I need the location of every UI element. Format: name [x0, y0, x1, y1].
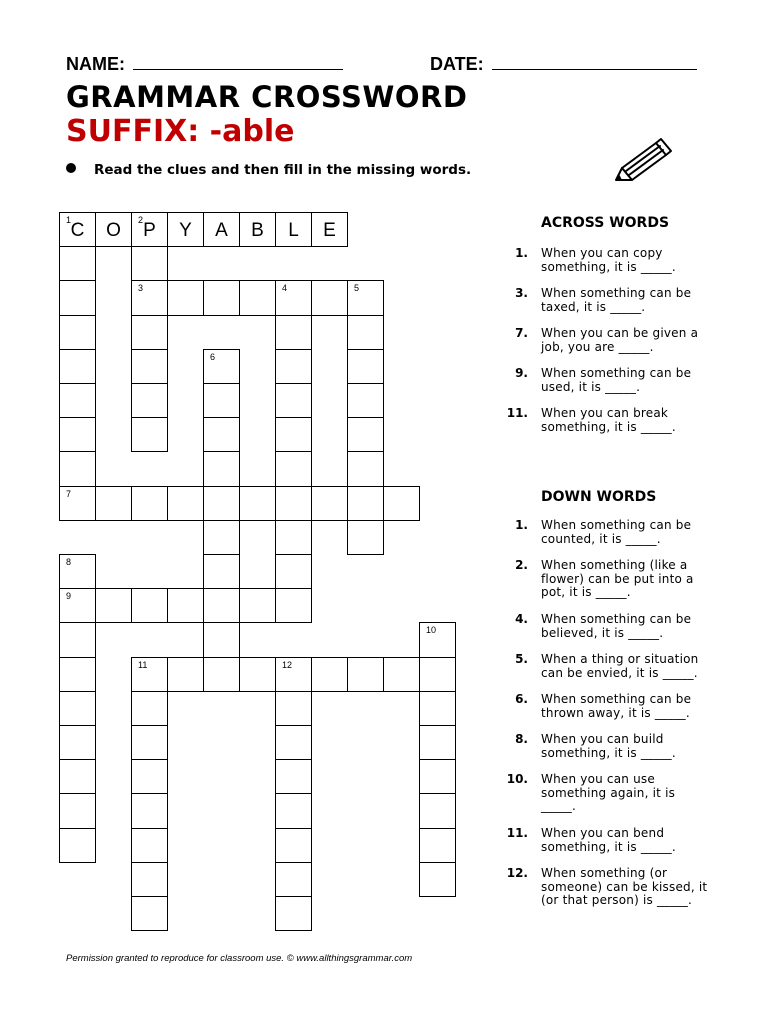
grid-cell[interactable] [131, 862, 168, 897]
cell-letter: C [70, 220, 85, 241]
clue-num: 11. [506, 826, 528, 840]
grid-cell[interactable] [239, 280, 276, 315]
grid-cell[interactable] [95, 486, 132, 521]
grid-cell[interactable] [419, 657, 456, 692]
grid-cell[interactable] [419, 793, 456, 828]
clue-number: 12 [282, 659, 293, 670]
grid-cell[interactable] [419, 691, 456, 726]
grid-cell[interactable] [203, 451, 240, 486]
cell-letter: Y [179, 220, 192, 241]
grid-cell[interactable] [167, 588, 204, 623]
grid-cell[interactable] [167, 657, 204, 692]
grid-cell[interactable] [203, 657, 240, 692]
clue-num: 10. [506, 772, 528, 786]
grid-cell[interactable] [95, 212, 132, 247]
grid-cell[interactable] [347, 280, 384, 315]
grid-cell[interactable] [167, 280, 204, 315]
clue-text: When something can be counted, it is _____. [541, 518, 692, 546]
clue-num: 9. [515, 366, 528, 380]
grid-cell[interactable] [203, 383, 240, 418]
clue-text: When something (or someone) can be kissed, it (or that person) is _____. [541, 866, 708, 907]
clue-number: 8 [66, 557, 72, 567]
across-heading: ACROSS WORDS [541, 215, 670, 231]
grid-cell[interactable] [275, 520, 312, 555]
grid-cell[interactable] [131, 793, 168, 828]
grid-cell[interactable] [203, 622, 240, 657]
clue-text: When you can be given a job, you are _____. [541, 326, 699, 354]
grid-cell[interactable] [419, 828, 456, 863]
grid-cell[interactable] [203, 280, 240, 315]
page-subtitle: SUFFIX: -able [66, 114, 295, 149]
grid-cell[interactable] [131, 828, 168, 863]
page-title: GRAMMAR CROSSWORD [66, 80, 468, 114]
grid-cell[interactable] [383, 657, 420, 692]
grid-cell[interactable] [131, 657, 168, 692]
clue-text: When something can be thrown away, it is _____. [541, 692, 692, 720]
grid-cell[interactable] [131, 691, 168, 726]
clue-number: 9 [66, 591, 72, 602]
grid-cell[interactable] [59, 212, 96, 247]
grid-cell[interactable] [275, 280, 312, 315]
cell-letter: L [288, 220, 299, 241]
grid-cell[interactable] [275, 383, 312, 418]
clue-text: When you can break something, it is _____. [541, 406, 676, 434]
clue-num: 11. [506, 406, 528, 420]
grid-cell[interactable] [203, 520, 240, 555]
grid-cell[interactable] [275, 212, 312, 247]
clue-text: When you can copy something, it is _____. [541, 246, 676, 274]
grid-cell[interactable] [239, 588, 276, 623]
grid-cell[interactable] [203, 554, 240, 589]
clue-text: When something can be used, it is _____. [541, 366, 692, 394]
grid-cell[interactable] [239, 212, 276, 247]
clue-number: 4 [282, 283, 288, 294]
grid-cell[interactable] [383, 486, 420, 521]
grid-cell[interactable] [59, 759, 96, 794]
grid-cell[interactable] [275, 417, 312, 452]
down-heading: DOWN WORDS [541, 489, 657, 505]
grid-cell[interactable] [131, 246, 168, 281]
grid-cell[interactable] [131, 212, 168, 247]
cell-letter: E [323, 220, 336, 241]
grid-cell[interactable] [275, 759, 312, 794]
grid-cell[interactable] [239, 657, 276, 692]
grid-cell[interactable] [167, 212, 204, 247]
grid-cell[interactable] [275, 725, 312, 760]
clue-number: 3 [138, 283, 144, 294]
clue-num: 5. [515, 652, 528, 666]
clue-num: 1. [515, 246, 528, 260]
grid-cell[interactable] [59, 486, 96, 521]
clue-num: 3. [515, 286, 528, 300]
grid-cell[interactable] [347, 383, 384, 418]
grid-cell[interactable] [347, 417, 384, 452]
grid-cell[interactable] [347, 451, 384, 486]
grid-cell[interactable] [131, 588, 168, 623]
cell-letter: B [251, 220, 264, 241]
grid-cell[interactable] [59, 451, 96, 486]
grid-cell[interactable] [59, 417, 96, 452]
date-label: DATE: [430, 54, 484, 74]
grid-cell[interactable] [131, 486, 168, 521]
grid-cell[interactable] [203, 588, 240, 623]
grid-cell[interactable] [347, 486, 384, 521]
clue-number: 5 [354, 283, 360, 294]
grid-cell[interactable] [59, 588, 96, 623]
grid-cell[interactable] [275, 828, 312, 863]
grid-cell[interactable] [131, 896, 168, 931]
grid-cell[interactable] [275, 588, 312, 623]
grid-cell[interactable] [59, 725, 96, 760]
clue-number: 6 [210, 351, 216, 362]
grid-cell[interactable] [347, 657, 384, 692]
grid-cell[interactable] [59, 246, 96, 281]
grid-cell[interactable] [167, 486, 204, 521]
grid-cell[interactable] [275, 349, 312, 384]
grid-cell[interactable] [275, 554, 312, 589]
grid-cell[interactable] [59, 828, 96, 863]
clue-text: When you can build something, it is _____. [541, 732, 676, 760]
grid-cell[interactable] [347, 349, 384, 384]
grid-cell[interactable] [59, 554, 96, 589]
grid-cell[interactable] [347, 520, 384, 555]
clue-text: When something (like a flower) can be put into a pot, it is _____. [541, 558, 694, 599]
grid-cell[interactable] [311, 657, 348, 692]
clue-number: 2 [138, 215, 144, 225]
cell-letter: O [106, 220, 121, 241]
grid-cell[interactable] [275, 315, 312, 350]
grid-cell[interactable] [275, 657, 312, 692]
grid-cell[interactable] [275, 691, 312, 726]
grid-cell[interactable] [95, 588, 132, 623]
grid-cell[interactable] [347, 315, 384, 350]
clue-num: 1. [515, 518, 528, 532]
grid-cell[interactable] [419, 622, 456, 657]
grid-cell[interactable] [275, 451, 312, 486]
footer-permission: Permission granted to reproduce for classroom use. © www.allthingsgrammar.com [66, 953, 413, 964]
grid-cell[interactable] [275, 896, 312, 931]
grid-cell[interactable] [419, 725, 456, 760]
grid-cell[interactable] [239, 486, 276, 521]
grid-cell[interactable] [311, 212, 348, 247]
grid-cell[interactable] [275, 486, 312, 521]
clue-number: 7 [66, 488, 72, 499]
grid-cell[interactable] [59, 315, 96, 350]
clue-num: 8. [515, 732, 528, 746]
grid-cell[interactable] [203, 349, 240, 384]
grid-cell[interactable] [419, 759, 456, 794]
name-label: NAME: [66, 54, 125, 74]
grid-cell[interactable] [59, 349, 96, 384]
grid-cell[interactable] [59, 383, 96, 418]
grid-cell[interactable] [311, 280, 348, 315]
clue-number: 10 [426, 625, 437, 636]
grid-cell[interactable] [59, 622, 96, 657]
clue-num: 4. [515, 612, 528, 626]
clue-number: 1 [66, 215, 72, 225]
grid-cell[interactable] [203, 417, 240, 452]
grid-cell[interactable] [131, 417, 168, 452]
grid-cell[interactable] [59, 657, 96, 692]
grid-cell[interactable] [131, 725, 168, 760]
clue-num: 6. [515, 692, 528, 706]
grid-cell[interactable] [311, 486, 348, 521]
grid-cell[interactable] [131, 280, 168, 315]
grid-cell[interactable] [131, 349, 168, 384]
grid-cell[interactable] [203, 212, 240, 247]
instruction-text: Read the clues and then fill in the missing words. [94, 162, 472, 178]
clue-num: 2. [515, 558, 528, 572]
grid-cell[interactable] [131, 383, 168, 418]
grid-cell[interactable] [275, 793, 312, 828]
grid-cell[interactable] [131, 315, 168, 350]
clue-text: When something can be taxed, it is _____. [541, 286, 692, 314]
cell-letter: A [215, 220, 228, 241]
grid-cell[interactable] [419, 862, 456, 897]
clue-num: 7. [515, 326, 528, 340]
grid-cell[interactable] [59, 793, 96, 828]
clue-number: 11 [138, 659, 148, 670]
cell-letter: P [143, 220, 156, 241]
grid-cell[interactable] [275, 862, 312, 897]
clue-text: When a thing or situation can be envied, it is _____. [541, 652, 699, 680]
clue-text: When you can use something again, it is _____. [541, 772, 676, 813]
grid-cell[interactable] [203, 486, 240, 521]
clue-text: When you can bend something, it is _____. [541, 826, 676, 854]
grid-cell[interactable] [59, 280, 96, 315]
clue-text: When something can be believed, it is _____. [541, 612, 692, 640]
grid-cell[interactable] [131, 759, 168, 794]
clue-num: 12. [506, 866, 528, 880]
grid-cell[interactable] [59, 691, 96, 726]
